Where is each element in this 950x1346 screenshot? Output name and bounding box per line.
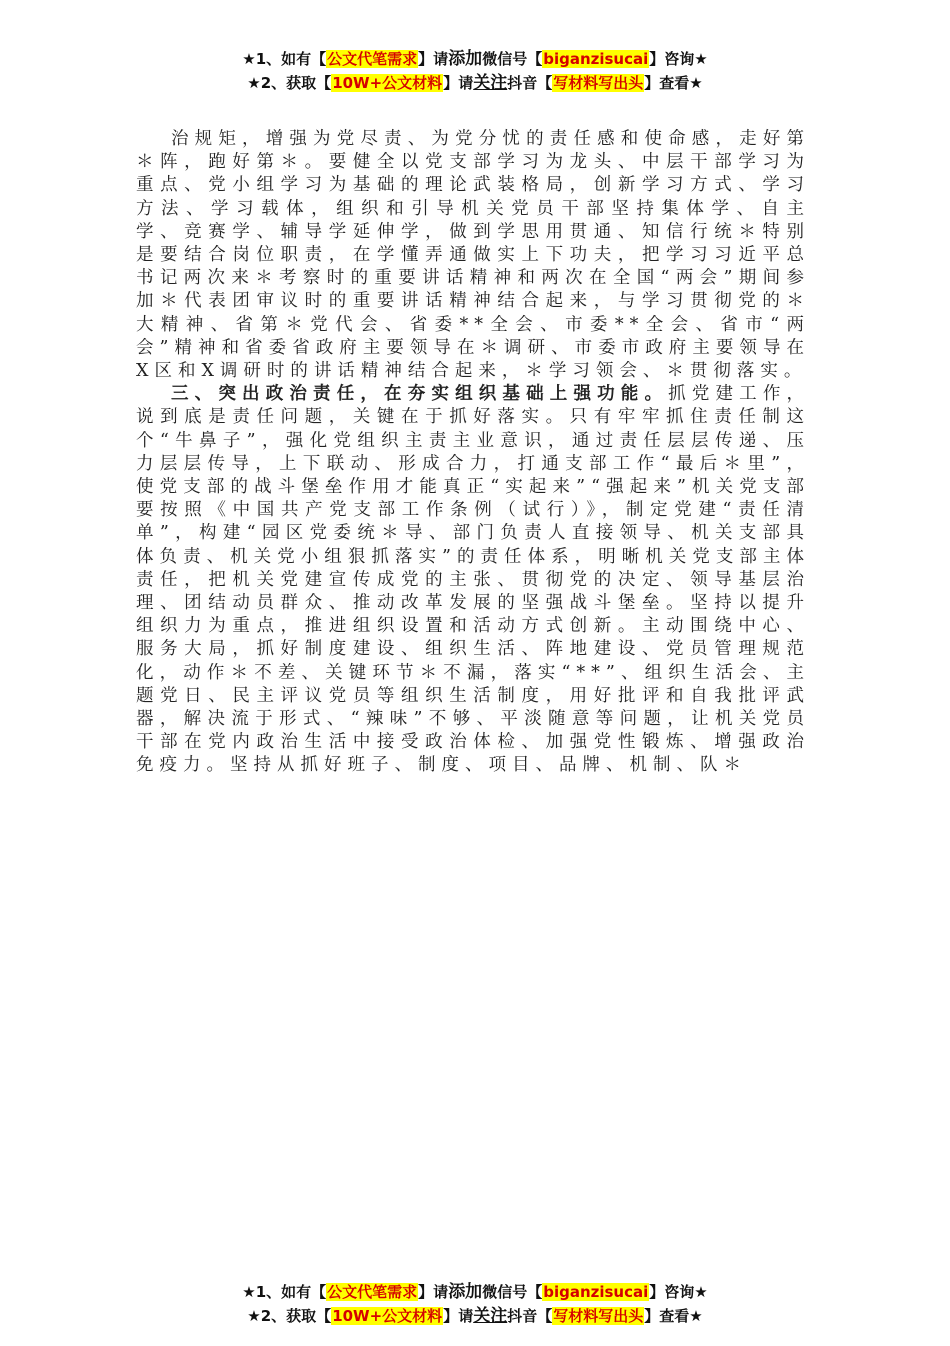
header-line-1-suffix: 】咨询★: [649, 50, 708, 68]
header-line-2-mid2: 抖音【: [507, 74, 553, 92]
header-line-1-emph: 添加: [448, 49, 483, 69]
header-highlight-materials: 10W+公文材料: [332, 74, 443, 92]
header-line-1-mid2: 微信号【: [482, 50, 543, 68]
header-line-2: [0, 71, 950, 95]
header-line-1: [0, 47, 950, 71]
footer-line-1-suffix: 】咨询★: [649, 1283, 708, 1301]
footer-highlight-douyin: 写材料写出头: [553, 1307, 644, 1325]
footer-highlight-materials: 10W+公文材料: [332, 1307, 443, 1325]
header-line-2-prefix: ★2、获取【: [247, 74, 332, 92]
header-line-1-mid: 】请: [418, 50, 449, 68]
header-line-1-prefix: ★1、如有【: [242, 50, 327, 68]
footer-line-2-mid2: 抖音【: [507, 1307, 553, 1325]
footer-line-1-prefix: ★1、如有【: [242, 1283, 327, 1301]
footer-banner: [0, 1280, 950, 1328]
header-line-2-mid: 】请: [443, 74, 474, 92]
header-banner: [0, 47, 950, 95]
footer-line-2-emph: 关注: [473, 1306, 508, 1326]
footer-line-1: [0, 1280, 950, 1304]
footer-line-2: [0, 1304, 950, 1328]
paragraph-1: 治规矩，增强为党尽责、为党分忧的责任感和使命感，走好第＊阵，跑好第＊。要健全以党支部学习为龙头、中层干部学习为重点、党小组学习为基础的理论武装格局，创新学习方式、学习方法、学习载体，组织和引导机关党员干部坚持集体学、自主学、竞赛学、辅导学延伸学，做到学思用贯通、知信行统＊特别是要结合岗位职责，在学懂弄通做实上下功夫，把学习习近平总书记两次来＊考察时的重要讲话精神和两次在全国“两会”期间参加＊代表团审议时的重要讲话精神结合起来，与学习贯彻党的＊大精神、省第＊党代会、省委**全会、市委**全会、省市“两会”精神和省委省政府主要领导在＊调研、市委市政府主要领导在X区和X调研时的讲话精神结合起来，＊学习领会、＊贯彻落实。: [136, 129, 810, 382]
paragraph-2-text: 抓党建工作，说到底是责任问题，关键在于抓好落实。只有牢牢抓住责任制这个“牛鼻子”，强化党组织主责主业意识，通过责任层层传递、压力层层传导，上下联动、形成合力，打通支部工作“最后＊里”，使党支部的战斗堡垒作用才能真正“实起来”“强起来”机关党支部要按照《中国共产党支部工作条例（试行）》，制定党建“责任清单”，构建“园区党委统＊导、部门负责人直接领导、机关支部具体负责、机关党小组狠抓落实”的责任体系，明晰机关党支部主体责任，把机关党建宣传成党的主张、贯彻党的决定、领导基层治理、团结动员群众、推动改革发展的坚强战斗堡垒。坚持以提升组织力为重点，推进组织设置和活动方式创新。主动围绕中心、服务大局，抓好制度建设、组织生活、阵地建设、党员管理规范化，动作＊不差、关键环节＊不漏，落实“**”、组织生活会、主题党日、民主评议党员等组织生活制度，用好批评和自我批评武器，解决流于形式、“辣味”不够、平淡随意等问题，让机关党员干部在党内政治生活中接受政治体检、加强党性锻炼、增强政治免疫力。坚持从抓好班子、制度、项目、品牌、机制、队＊: [136, 384, 811, 776]
header-highlight-wechat: biganzisucai: [543, 50, 649, 68]
header-highlight-douyin: 写材料写出头: [553, 74, 644, 92]
footer-line-2-prefix: ★2、获取【: [247, 1307, 332, 1325]
header-line-2-suffix: 】查看★: [644, 74, 703, 92]
footer-highlight-wechat: biganzisucai: [543, 1283, 649, 1301]
footer-line-2-mid: 】请: [443, 1307, 474, 1325]
header-line-2-emph: 关注: [473, 73, 508, 93]
footer-line-1-mid: 】请: [418, 1283, 449, 1301]
footer-line-1-mid2: 微信号【: [482, 1283, 543, 1301]
footer-line-2-suffix: 】查看★: [644, 1307, 703, 1325]
footer-highlight-service: 公文代笔需求: [327, 1283, 418, 1301]
header-highlight-service: 公文代笔需求: [327, 50, 418, 68]
footer-line-1-emph: 添加: [448, 1282, 483, 1302]
document-body: [136, 128, 810, 778]
section-heading: 三、突出政治责任，在夯实组织基础上强功能。: [171, 384, 669, 405]
paragraph-2: [136, 383, 810, 777]
